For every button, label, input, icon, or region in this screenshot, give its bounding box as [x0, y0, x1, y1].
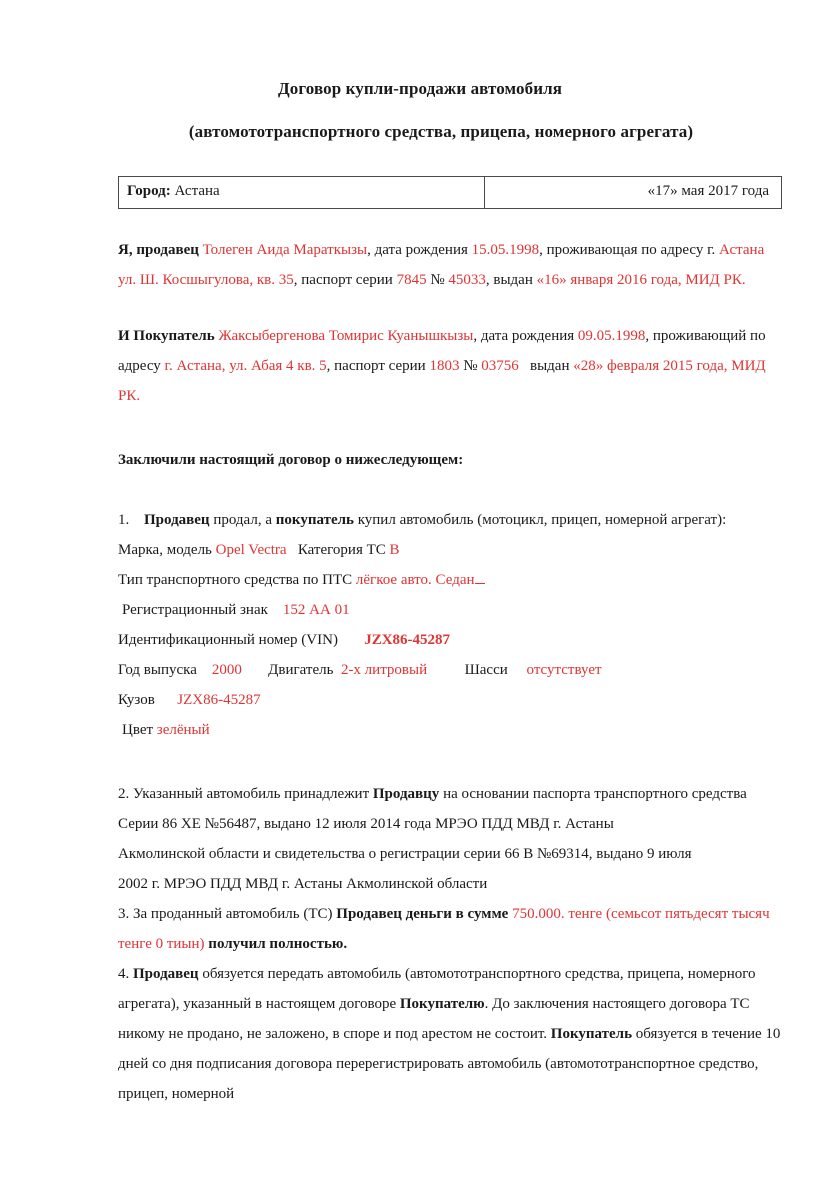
buyer-passport-number-value: 03756	[481, 357, 519, 374]
vehicle-type-line	[118, 565, 798, 595]
clause-4-seller-bold: Продавец	[133, 965, 199, 982]
category-value: B	[389, 541, 400, 558]
clause-4	[118, 959, 784, 1109]
seller-name-value: Толеген Аида Мараткызы	[202, 241, 368, 258]
buyer-lead-label: И Покупатель	[118, 327, 215, 344]
buyer-passport-label: , паспорт серии	[326, 357, 426, 374]
seller-issued-label: , выдан	[485, 271, 533, 288]
engine-label: Двигатель	[268, 661, 334, 678]
clause-3-bold-b: получил полностью.	[208, 935, 348, 952]
buyer-issued-date-value: «28» февраля 2015 года, МИД РК.	[118, 357, 766, 404]
seller-birth-date-value: 15.05.1998	[471, 241, 540, 258]
clause-2-registration-details: Акмолинской области и свидетельства о регистрации серии 66 В №69314, выдано 9 июля	[118, 845, 692, 862]
clause-3-bold-a: Продавец деньги в сумме	[336, 905, 509, 922]
engine-value: 2-х литровый	[340, 661, 428, 678]
vin-label: Идентификационный номер (VIN)	[118, 631, 338, 648]
reg-label: Регистрационный знак	[122, 601, 268, 618]
vehicle-color-line	[118, 715, 802, 745]
buyer-birth-date-value: 09.05.1998	[577, 327, 646, 344]
clause-1-end: купил автомобиль (мотоцикл, прицеп, номерной агрегат):	[357, 511, 727, 528]
vehicle-make-line	[118, 535, 798, 565]
seller-address-label: , проживающая по адресу г.	[539, 241, 716, 258]
seller-birth-label: , дата рождения	[367, 241, 468, 258]
body-value: JZX86-45287	[177, 691, 261, 708]
clause-2-text-b: на основании паспорта транспортного средства	[443, 785, 747, 802]
clause-2-line-2	[118, 809, 784, 839]
vehicle-reg-line	[118, 595, 802, 625]
vehicle-year-engine-chassis-line	[118, 655, 798, 685]
page-subtitle: (автомототранспортного средства, прицепа, номерного агрегата)	[188, 121, 694, 141]
buyer-passport-series-value: 1803	[429, 357, 460, 374]
clause-4-buyer-bold: Покупателю	[399, 995, 485, 1012]
make-label: Марка, модель	[118, 541, 212, 558]
seller-passport-number-value: 45033	[448, 271, 486, 288]
clause-2-text-a: 2. Указанный автомобиль принадлежит	[118, 785, 370, 802]
clause-3	[118, 899, 784, 959]
year-label: Год выпуска	[118, 661, 197, 678]
clause-2-line-3	[118, 839, 784, 869]
buyer-paragraph	[118, 321, 784, 411]
seller-passport-label: , паспорт серии	[293, 271, 393, 288]
clause-4-buyer-bold-2: Покупатель	[550, 1025, 633, 1042]
clause-1-buyer-bold: покупатель	[275, 511, 354, 528]
clause-2-pts-details: Серии 86 ХЕ №56487, выдано 12 июля 2014 года МРЭО ПДД МВД г. Астаны	[118, 815, 614, 832]
page-title: Договор купли-продажи автомобиля	[277, 79, 563, 98]
seller-address-value: Астана ул. Ш. Косшыгулова, кв. 35	[118, 241, 765, 288]
contract-date-value: «17» мая 2017 года	[647, 183, 769, 200]
chassis-label: Шасси	[464, 661, 508, 678]
table-row	[119, 176, 782, 208]
seller-paragraph	[118, 235, 784, 295]
buyer-issued-label: выдан	[530, 357, 570, 374]
seller-issued-date-value: «16» января 2016 года, МИД РК.	[536, 271, 746, 288]
clause-1-text	[144, 505, 784, 535]
clause-2-line-1	[118, 779, 784, 809]
clause-4-text-b: . До заключения настоящего договора ТС никому не продано, не заложено, в споре и под арестом не состоит.	[118, 995, 750, 1042]
reg-value: 152 АА 01	[282, 601, 350, 618]
seller-passport-no-sign: №	[430, 271, 445, 288]
color-label: Цвет	[122, 721, 154, 738]
city-label: Город:	[127, 183, 171, 200]
vin-value: JZX86-45287	[364, 631, 451, 648]
clause-1-seller-bold: Продавец	[144, 511, 210, 528]
clause-3-text-a: 3. За проданный автомобиль (ТС)	[118, 905, 333, 922]
clause-4-text-a: обязуется передать автомобиль (автомототранспортного средства, прицепа, номерного агрегата), указанный в настоящем договоре	[118, 965, 756, 1012]
clause-4-number: 4.	[118, 965, 130, 982]
type-label: Тип транспортного средства по ПТС	[118, 571, 353, 588]
make-value: Opel Vectra	[215, 541, 287, 558]
chassis-value: отсутствует	[526, 661, 602, 678]
clause-2-registration-details-cont: 2002 г. МРЭО ПДД МВД г. Астаны Акмолинской области	[118, 875, 488, 892]
clause-3-amount-value: 750.000. тенге (семьсот пятьдесят тысяч тенге 0 тиын)	[118, 905, 770, 952]
body-label: Кузов	[118, 691, 155, 708]
concluded-heading: Заключили настоящий договор о нижеследующем:	[118, 451, 464, 468]
city-value: Астана	[174, 183, 220, 200]
clause-2-line-4	[118, 869, 784, 899]
clause-1-mid: продал, а	[213, 511, 272, 528]
seller-passport-series-value: 7845	[396, 271, 427, 288]
buyer-address-value: г. Астана, ул. Абая 4 кв. 5	[164, 357, 327, 374]
buyer-birth-label: , дата рождения	[473, 327, 575, 344]
color-value: зелёный	[156, 721, 210, 738]
date-cell	[485, 176, 782, 208]
vehicle-vin-line	[118, 625, 798, 655]
clause-1	[118, 505, 784, 535]
clause-1-number: 1.	[118, 511, 130, 528]
year-value: 2000	[211, 661, 242, 678]
city-cell	[119, 176, 485, 208]
clause-2-seller-bold: Продавцу	[372, 785, 440, 802]
type-value: лёгкое авто. Седан	[355, 571, 475, 588]
buyer-address-label: , проживающий по адресу	[118, 327, 766, 374]
buyer-name-value: Жаксыбергенова Томирис Куанышкызы	[218, 327, 474, 344]
clause-4-text-c: обязуется в течение 10 дней со дня подписания договора перерегистрировать автомобиль (автомототранспортное средство, прицеп, номерной	[118, 1025, 781, 1102]
category-label: Категория ТС	[297, 541, 386, 558]
buyer-passport-no-sign: №	[463, 357, 478, 374]
seller-lead-label: Я, продавец	[118, 241, 199, 258]
vehicle-body-line	[118, 685, 798, 715]
type-trailing-underline	[475, 583, 485, 584]
header-meta-table	[118, 176, 782, 209]
